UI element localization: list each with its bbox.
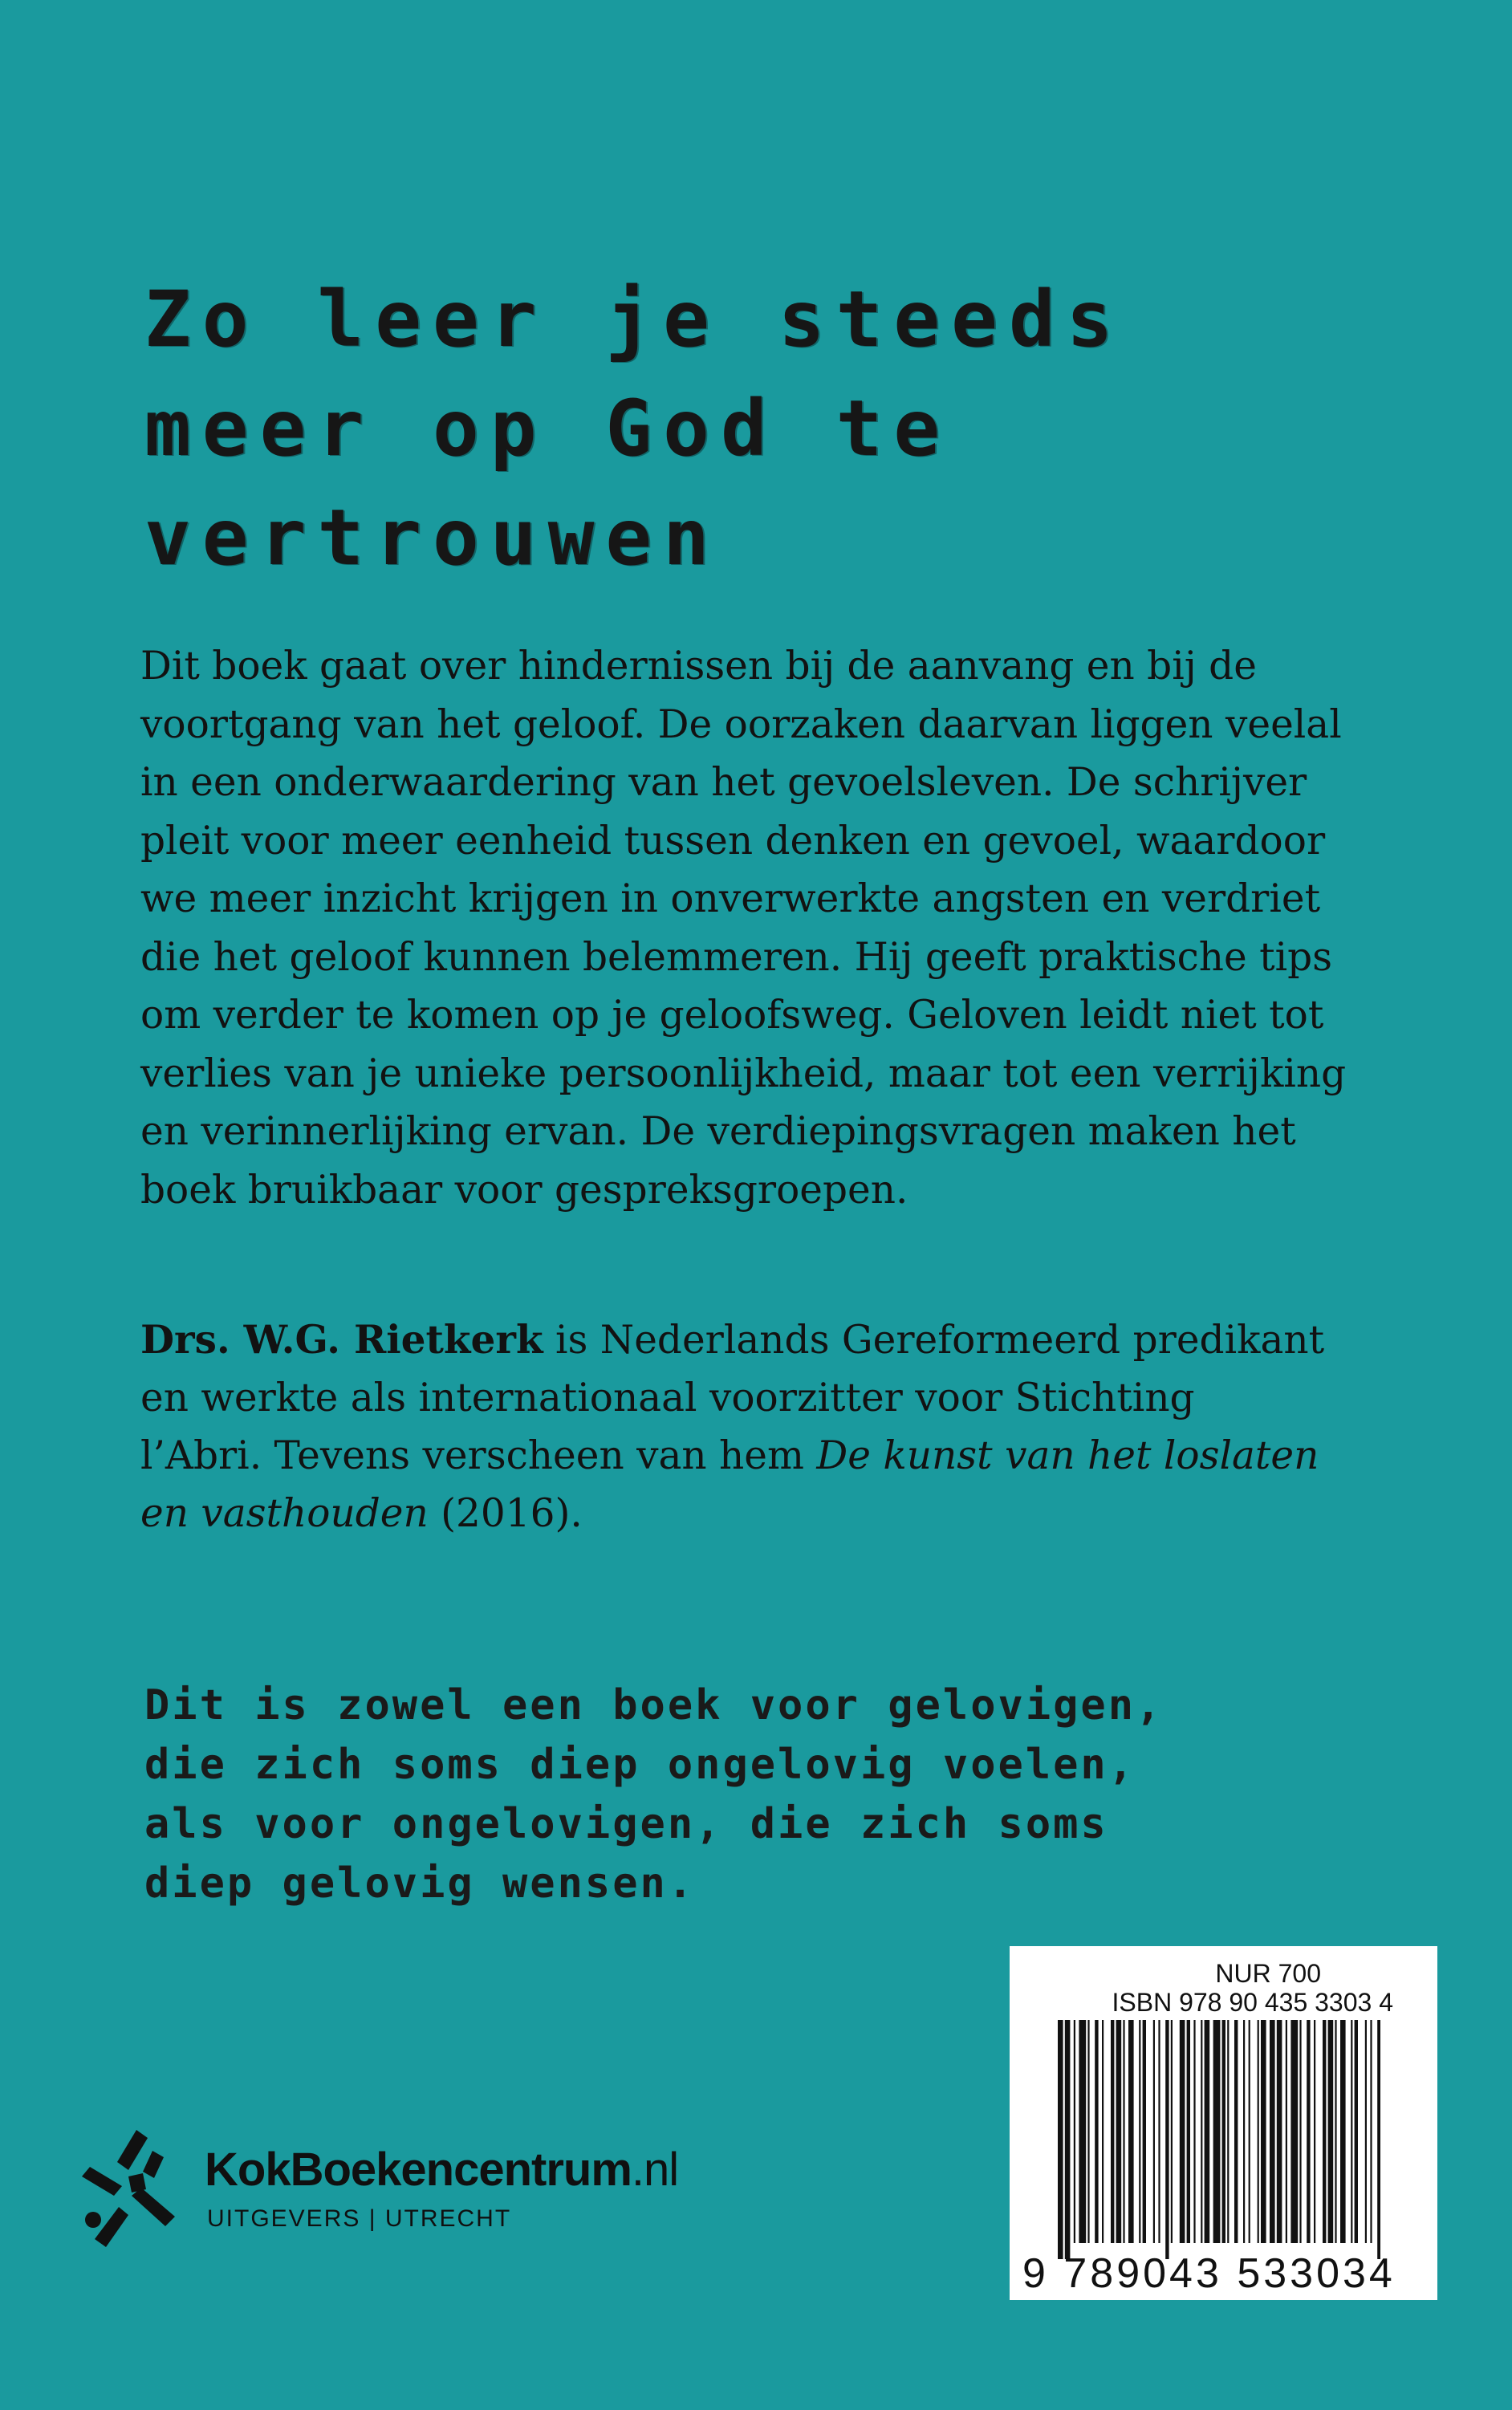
barcode-bar — [1187, 2020, 1190, 2243]
barcode-bar — [1234, 2020, 1238, 2243]
quote-line: diep gelovig wensen. — [144, 1859, 696, 1908]
publisher-mark-icon — [80, 2128, 177, 2249]
nur-code: NUR 700 — [1215, 1959, 1321, 1988]
author-name: Drs. W.G. Rietkerk — [140, 1317, 543, 1363]
headline-line: Zo leer je steeds — [144, 274, 1124, 364]
barcode-bar — [1143, 2020, 1146, 2243]
barcode-bar — [1314, 2020, 1315, 2243]
quote — [144, 1676, 1396, 1913]
barcode-bar — [1270, 2020, 1275, 2243]
description-line: en verinnerlijking ervan. De verdiepingsvragen maken het — [140, 1109, 1296, 1154]
barcode-bar — [1116, 2020, 1122, 2243]
quote-line: Dit is zowel een boek voor gelovigen, — [144, 1681, 1164, 1729]
publisher-name-main: KokBoekencentrum — [205, 2144, 632, 2196]
barcode-bar — [1328, 2020, 1334, 2243]
barcode-bar — [1258, 2020, 1259, 2243]
barcode-bar — [1340, 2020, 1346, 2243]
barcode-bar — [1111, 2020, 1114, 2243]
publisher-name-tld: .nl — [631, 2144, 679, 2196]
publisher-subline: UITGEVERS | UTRECHT — [207, 2205, 512, 2232]
barcode-bar — [1377, 2020, 1380, 2259]
barcode-bar — [1351, 2020, 1352, 2243]
barcode-bar — [1074, 2020, 1075, 2243]
barcode-bar — [1299, 2020, 1301, 2243]
barcode-bar — [1213, 2020, 1221, 2243]
barcode-bar — [1222, 2020, 1225, 2243]
barcode-bar — [1087, 2020, 1089, 2243]
description-line: om verder te komen op je geloofsweg. Geloven leidt niet tot — [140, 993, 1324, 1038]
description-line: verlies van je unieke persoonlijkheid, maar tot een verrijking — [140, 1051, 1347, 1096]
barcode-bar — [1123, 2020, 1124, 2243]
description-line: Dit boek gaat over hindernissen bij de aanvang en bij de — [140, 644, 1257, 689]
author-bio-line — [140, 1311, 1376, 1369]
description-line: we meer inzicht krijgen in onverwerkte angsten en verdriet — [140, 876, 1321, 921]
publisher-logo — [80, 2128, 803, 2265]
barcode-bar — [1201, 2020, 1202, 2243]
barcode-bar — [1065, 2020, 1071, 2259]
quote-line: als voor ongelovigen, die zich soms — [144, 1800, 1108, 1848]
barcode-bar — [1128, 2020, 1134, 2243]
author-bio-line — [140, 1427, 1376, 1485]
barcode-bar — [1243, 2020, 1245, 2243]
barcode-bar — [1335, 2020, 1336, 2243]
barcode-bar — [1286, 2020, 1287, 2243]
publisher-name — [205, 2143, 678, 2197]
barcode-bars — [1058, 2020, 1380, 2259]
barcode-bar — [1079, 2020, 1086, 2243]
author-bio-text: (2016). — [428, 1491, 583, 1536]
barcode-bar — [1180, 2020, 1185, 2243]
barcode-bar — [1171, 2020, 1173, 2243]
barcode-bar — [1307, 2020, 1310, 2243]
barcode-bar — [1153, 2020, 1155, 2243]
description-line: pleit voor meer eenheid tussen denken en gevoel, waardoor — [140, 818, 1326, 864]
headline-line: meer op God te — [144, 384, 952, 473]
barcode-bar — [1365, 2020, 1367, 2243]
author-bio-text: is Nederlands Gereformeerd predikant — [543, 1318, 1325, 1363]
book-title: De kunst van het loslaten — [816, 1433, 1319, 1478]
barcode-bar — [1205, 2020, 1210, 2243]
isbn-code: ISBN 978 90 435 3303 4 — [1112, 1988, 1393, 2017]
barcode-digits: 9 789043 533034 — [1022, 2250, 1396, 2297]
barcode-bar — [1095, 2020, 1098, 2243]
description-line: die het geloof kunnen belemmeren. Hij geeft praktische tips — [140, 934, 1333, 980]
book-title: en vasthouden — [140, 1491, 429, 1536]
headline — [144, 265, 1348, 592]
barcode-bar — [1227, 2020, 1229, 2243]
author-bio-line: en werkte als internationaal voorzitter voor Stichting — [140, 1376, 1195, 1420]
barcode-bar — [1158, 2020, 1160, 2243]
author-bio-line — [140, 1485, 1376, 1542]
barcode-bar — [1165, 2020, 1169, 2259]
barcode-bar — [1249, 2020, 1250, 2243]
barcode-bar — [1323, 2020, 1326, 2243]
barcode-bar — [1355, 2020, 1358, 2243]
description-line: in een onderwaardering van het gevoelsleven. De schrijver — [140, 760, 1307, 805]
barcode-panel — [1010, 1946, 1437, 2300]
description-line: voortgang van het geloof. De oorzaken daarvan liggen veelal — [140, 701, 1342, 747]
barcode-bar — [1277, 2020, 1282, 2243]
barcode-bar — [1290, 2020, 1298, 2243]
headline-line: vertrouwen — [144, 493, 721, 583]
author-bio-text: l’Abri. Tevens verscheen van hem — [140, 1433, 817, 1478]
description-line: boek bruikbaar voor gespreksgroepen. — [140, 1167, 908, 1213]
barcode-bar — [1058, 2020, 1063, 2259]
barcode-bar — [1370, 2020, 1372, 2243]
barcode-bar — [1102, 2020, 1104, 2243]
barcode-bar — [1139, 2020, 1140, 2243]
description — [140, 637, 1376, 1219]
barcode-bar — [1261, 2020, 1266, 2243]
author-bio — [140, 1311, 1376, 1542]
barcode-bar — [1193, 2020, 1195, 2243]
quote-line: die zich soms diep ongelovig voelen, — [144, 1741, 1136, 1789]
